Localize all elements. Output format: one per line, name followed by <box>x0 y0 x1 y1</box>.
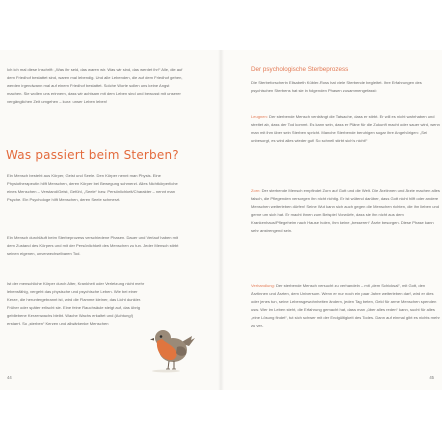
phase-text-verhandlung: Der sterbende Mensch versucht zu verhandeln – mit „dem Schicksal“, mit Gott, den Ärztinnen und Ärzten, dem Universum. Wenn er nur noch ein paar Jahre weiterleben darf, wird er dies oder jenes tun, seine Lebensgewohnheiten ändern, jeden Tag beten, Geld für arme Menschen spenden usw. Wer im Leben steht, die Erfahrung gemacht hat, dass man „über alles reden“ kann, sucht für alles „eine Lösung findet“, tut sich schwer mit der Endgültigkeit des Todes. Dann auf einmal gibt es nichts mehr zu ver- <box>251 283 440 328</box>
right-intro-paragraph: Die Sterbeforscherin Elisabeth Kübler-Ross hat viele Sterbende begleitet. Ihre Erfahrungen des psychischen Sterbens hat sie in folgenden Phasen zusammengefasst: <box>251 80 422 93</box>
body-paragraph-3: Ist der menschliche Körper durch Alter, Krankheit oder Verletzung nicht mehr lebensfähig, vergeht das physische und psychische Leben. Wie bei einer Kerze, die heruntergebrannt ist, wird die Flamme kleiner, das Licht dunkler. Früher oder später erlischt sie. Eine feine Rauchsäule steigt auf, das übrig gebliebene Kerzenwachs bleibt. Wache Wachs erkaltet und (Achtung!) erstarrt. So „sterben“ Kerzen und allwärkenke Menschen <box>7 281 145 326</box>
phase-label-zorn: Zorn: <box>251 188 261 193</box>
intro-paragraph: Ich ich mal diese Inschrift: „Was ihr seid, das waren wir. Was wir sind, das werdet ihr!“ Alle, die auf dem Friedhof bestattet sind, waren mal lebendig. Und alle Lebenden, die auf dem Friedhof gehen, werden irgendwann mal auf einem Friedhof bestattet. Solche Worte sollen uns keine Angst machen. Sie wollen uns erinnern, dass wir achtsam mit dem Leben sind und bewusst mit unserer vergänglichen Zeit umgehen – kurz: unser Leben leben! <box>7 67 183 104</box>
phase-text-leugnen: Der sterbende Mensch verdrängt die Tatsache, dass er stirbt. Er will es nicht wahrhaben und streitet ab, dass der Tod kommt. Es kann sein, dass er Pläne für die Zukunft macht oder sauer wird, wenn man mit ihm über sein Sterben spricht. Manche Sterbende beruhigen sogar ihre Angehörigen: „Sei unbesorgt, es wird alles wieder gut! So schnell stirbt sich's nicht!“ <box>251 114 440 143</box>
page-number-right: 45 <box>429 375 434 380</box>
right-page <box>221 50 442 390</box>
phase-label-verhandlung: Verhandlung: <box>251 283 275 288</box>
body-paragraph-1: Ein Mensch besteht aus Körper, Geist und Seele. Den Körper nennt man Physis. Eine Physiotherapeutin hilft Menschen, deren Körper bei Bewegung schmerzt. Alles Nichtkörperliche eines Menschen – Verstand/Geist, Gefühl, „Seele“ bzw. Persönlichkeit/Charakter – nennt man Psyche. Ein Psychologe hilft Menschen, deren Seele schmerzt. <box>7 173 178 202</box>
phase-text-zorn: Der sterbende Mensch empfindet Zorn auf Gott und die Welt. Die Ärztinnen und Ärzte machen alles falsch, die Pflegenden versorgen ihn nicht richtig. Er ist wütend darüber, dass Gott nicht hilft oder andere Menschen weiterleben dürfen! Seine Wut kann sich auch gegen die Menschen richten, die ihn lieben und gerne um sich hat. Er macht ihnen zum Beispiel Vorwürfe, dass sie ihn nicht aus dem Krankenhaus/Pflegeheim nach Hause holen, ihm keine „besseren“ Ärzte besorgen. Diese Phase kann sehr anstrengend sein. <box>251 188 440 233</box>
phase-zorn <box>251 187 441 234</box>
book-spread <box>0 50 442 390</box>
phase-verhandlung <box>251 282 441 329</box>
phase-label-leugnen: Leugnen: <box>251 114 268 119</box>
page-number-left: 44 <box>7 375 12 380</box>
subheading: Der psychologische Sterbeprozess <box>251 66 349 73</box>
left-page <box>0 50 221 390</box>
book-gutter <box>218 50 224 390</box>
section-heading: Was passiert beim Sterben? <box>6 148 179 162</box>
body-paragraph-2: Ein Mensch durchläuft beim Sterbeprozess verschiedene Phasen. Dauer und Verlauf haben mit dem Zustand des Körpers und mit der Persönlichkeit des Menschen zu tun. Jeder Mensch stirbt seinen eigenen, unverwechselbaren Tod. <box>7 235 179 256</box>
phase-leugnen <box>251 113 441 145</box>
robin-bird-illustration <box>149 325 197 373</box>
